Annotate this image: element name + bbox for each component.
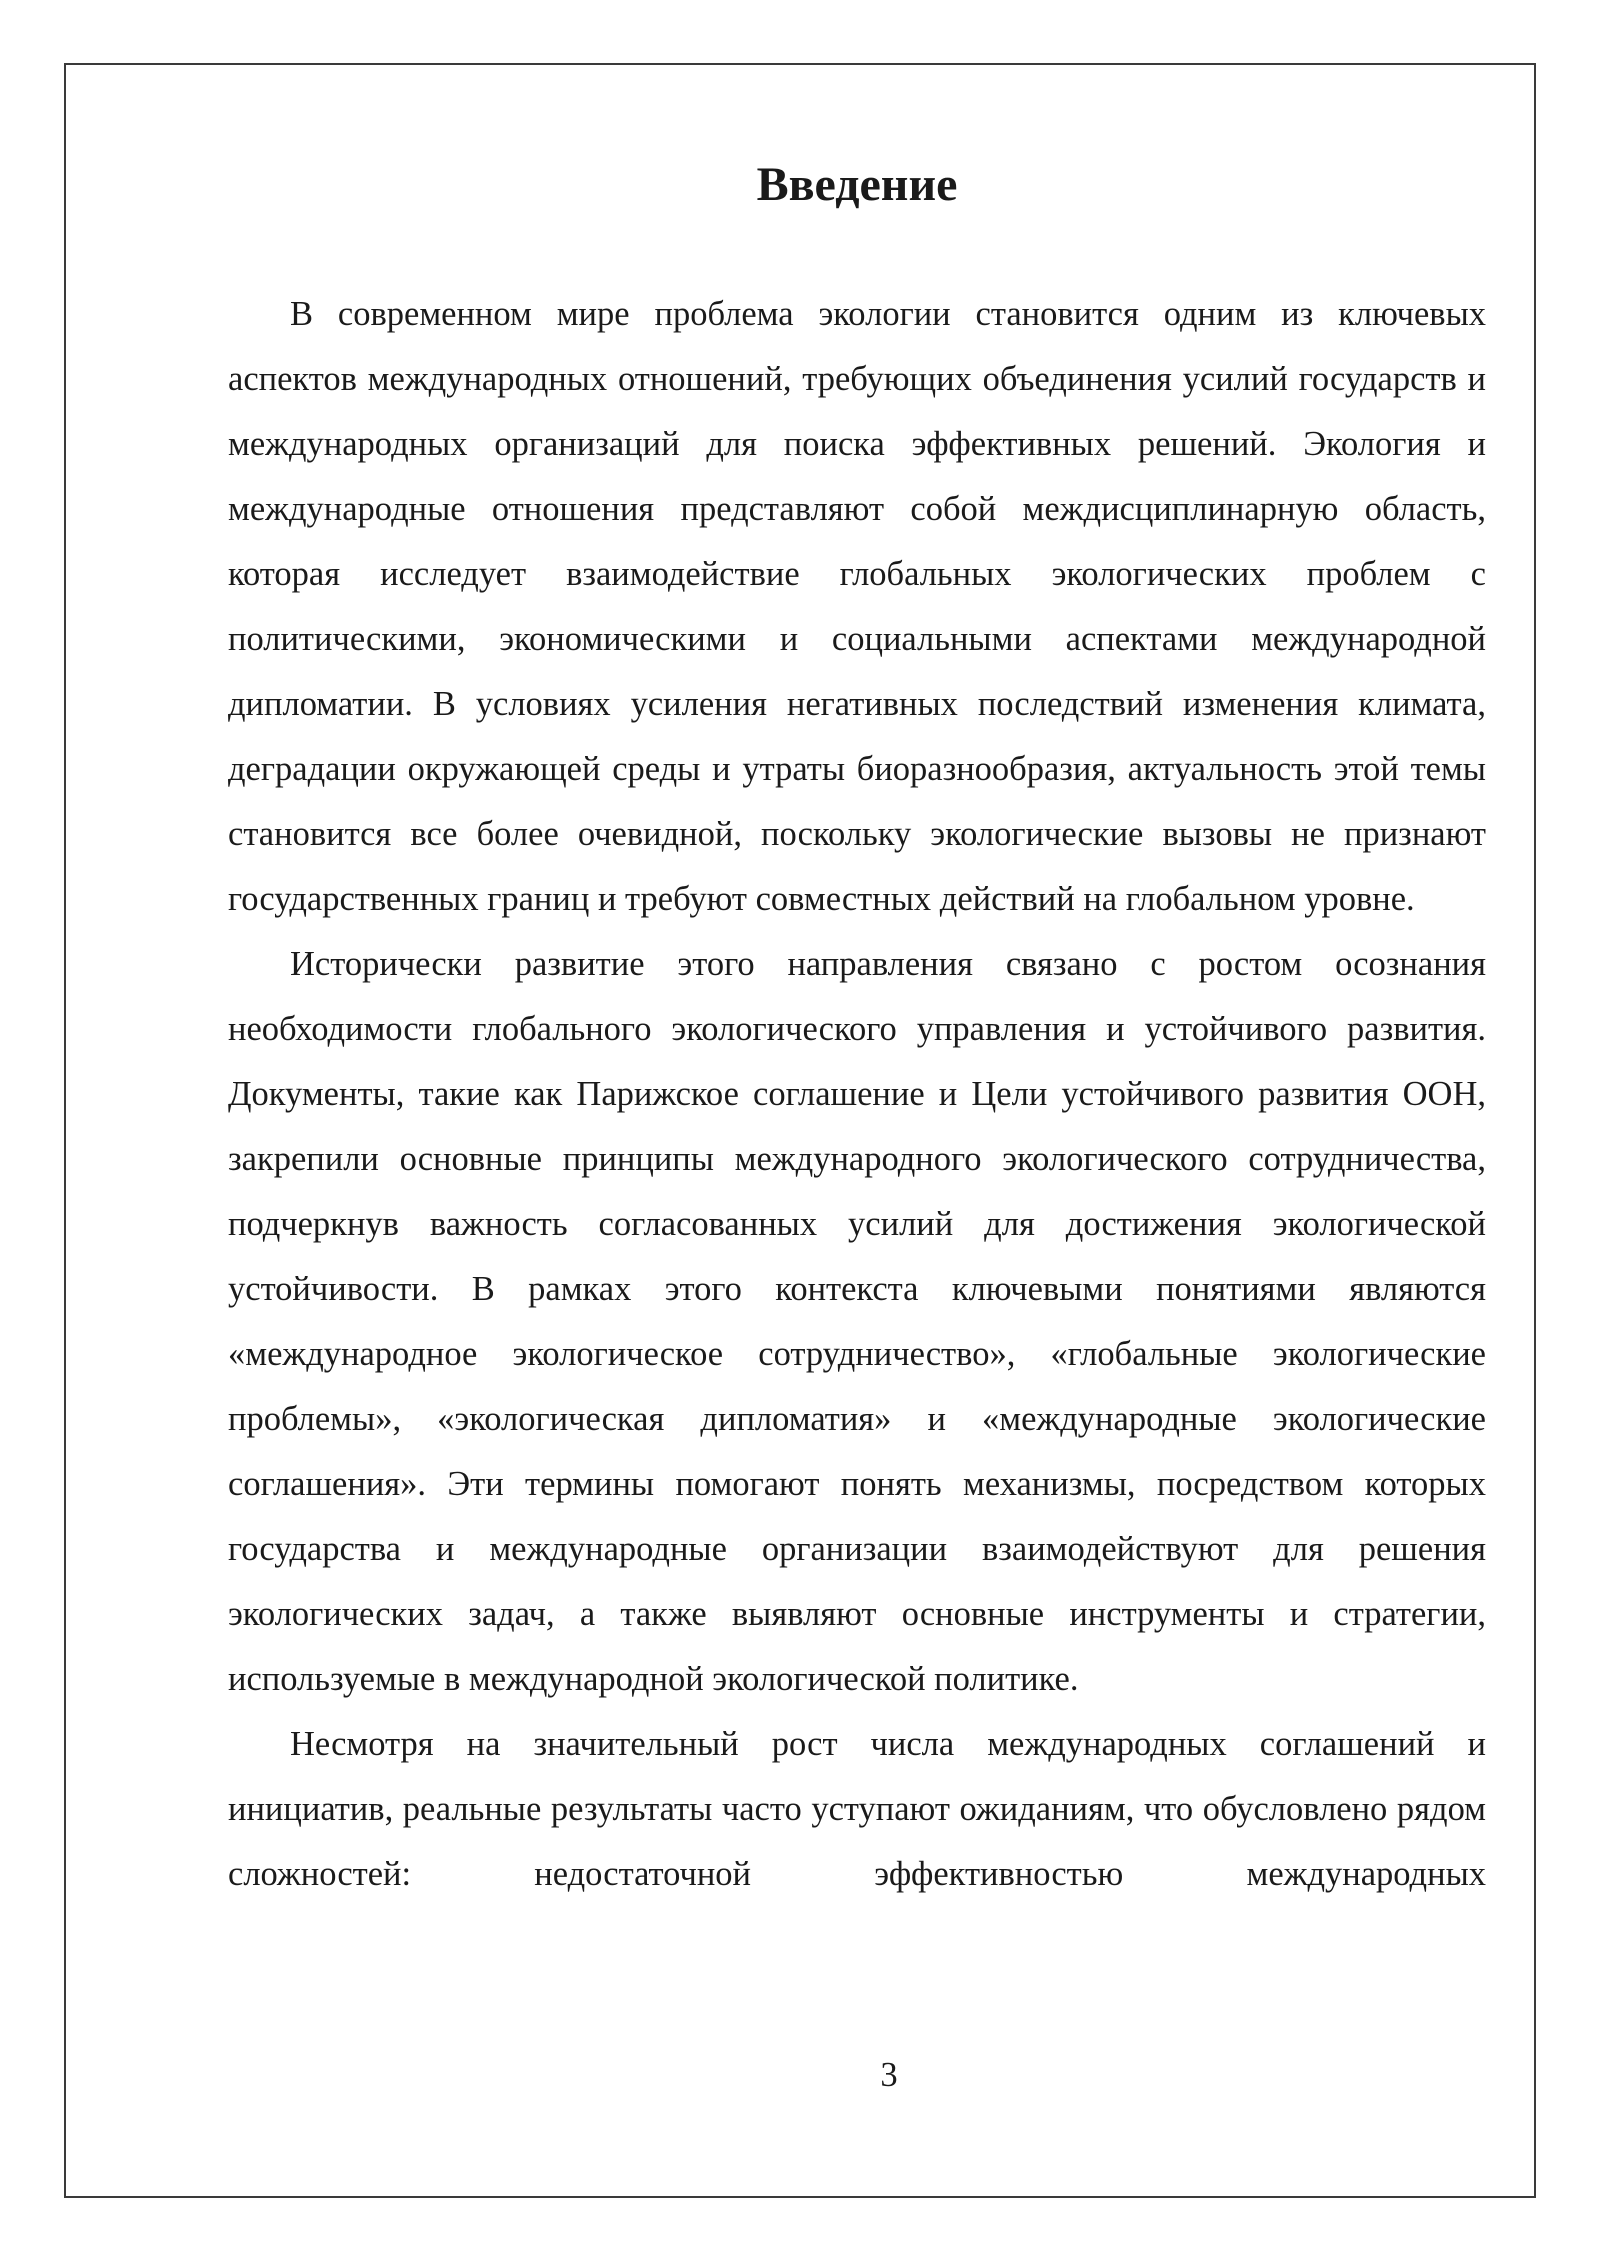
document-body [228, 146, 1486, 1907]
paragraph-2: Исторически развитие этого направления связано с ростом осознания необходимости глобального экологического управления и устойчивого развития. Документы, такие как Парижское соглашение и Цели устойчивого развития ООН, закрепили основные принципы международного экологического сотрудничества, подчеркнув важность согласованных усилий для достижения экологической устойчивости. В рамках этого контекста ключевыми понятиями являются «международное экологическое сотрудничество», «глобальные экологические проблемы», «экологическая дипломатия» и «международные экологические соглашения». Эти термины помогают понять механизмы, посредством которых государства и международные организации взаимодействуют для решения экологических задач, а также выявляют основные инструменты и стратегии, используемые в международной экологической политике. [228, 945, 1486, 1698]
paragraph-3: Несмотря на значительный рост числа международных соглашений и инициатив, реальные результаты часто уступают ожиданиям, что обусловлено рядом сложностей: недостаточной эффективностью международных [228, 1725, 1486, 1893]
page-number: 3 [880, 2056, 898, 2094]
page-title: Введение [756, 158, 958, 211]
paragraph-1: В современном мире проблема экологии становится одним из ключевых аспектов международных отношений, требующих объединения усилий государств и международных организаций для поиска эффективных решений. Экология и международные отношения представляют собой междисциплинарную область, которая исследует взаимодействие глобальных экологических проблем с политическими, экономическими и социальными аспектами международной дипломатии. В условиях усиления негативных последствий изменения климата, деградации окружающей среды и утраты биоразнообразия, актуальность этой темы становится все более очевидной, поскольку экологические вызовы не признают государственных границ и требуют совместных действий на глобальном уровне. [228, 295, 1486, 918]
text-block [228, 282, 1486, 1907]
